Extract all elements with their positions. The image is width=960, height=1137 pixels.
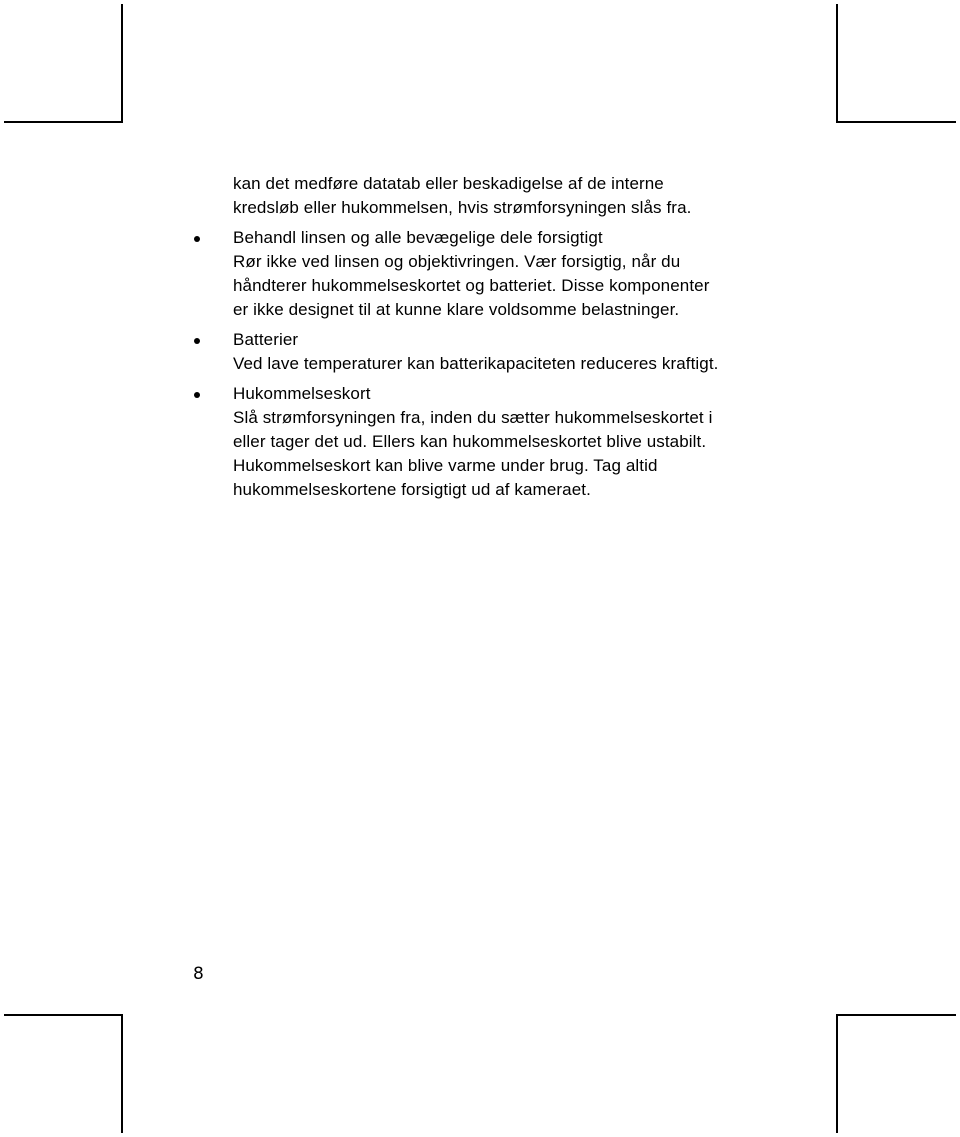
bullet-heading: Batterier — [233, 330, 299, 349]
bullet-icon — [194, 392, 200, 398]
bullet-heading: Behandl linsen og alle bevægelige dele forsigtigt — [233, 228, 603, 247]
text-line: Hukommelseskort kan blive varme under brug. Tag altid — [233, 456, 658, 475]
crop-mark-top-left-horizontal — [4, 121, 123, 123]
bullet-icon — [194, 236, 200, 242]
bullet-icon — [194, 338, 200, 344]
text-line: Rør ikke ved linsen og objektivringen. Vær forsigtig, når du — [233, 252, 681, 271]
crop-mark-bottom-right-horizontal — [836, 1014, 956, 1016]
bullet-item-lens — [233, 226, 813, 322]
page-body — [233, 172, 813, 502]
bullet-heading: Hukommelseskort — [233, 384, 371, 403]
bullet-item-memory-card — [233, 382, 813, 502]
intro-paragraph — [233, 172, 813, 220]
text-line: eller tager det ud. Ellers kan hukommelseskortet blive ustabilt. — [233, 432, 707, 451]
page-number: 8 — [193, 964, 204, 984]
text-line: kan det medføre datatab eller beskadigelse af de interne — [233, 174, 664, 193]
text-line: kredsløb eller hukommelsen, hvis strømforsyningen slås fra. — [233, 198, 692, 217]
crop-mark-top-right-horizontal — [836, 121, 956, 123]
crop-mark-top-right-vertical — [836, 4, 838, 123]
text-line: er ikke designet til at kunne klare voldsomme belastninger. — [233, 300, 680, 319]
crop-mark-bottom-right-vertical — [836, 1014, 838, 1133]
crop-mark-bottom-left-horizontal — [4, 1014, 123, 1016]
text-line: Slå strømforsyningen fra, inden du sætter hukommelseskortet i — [233, 408, 713, 427]
crop-mark-bottom-left-vertical — [121, 1014, 123, 1133]
crop-mark-top-left-vertical — [121, 4, 123, 123]
bullet-item-batteries — [233, 328, 813, 376]
text-line: hukommelseskortene forsigtigt ud af kameraet. — [233, 480, 591, 499]
text-line: håndterer hukommelseskortet og batteriet. Disse komponenter — [233, 276, 710, 295]
text-line: Ved lave temperaturer kan batterikapaciteten reduceres kraftigt. — [233, 354, 719, 373]
